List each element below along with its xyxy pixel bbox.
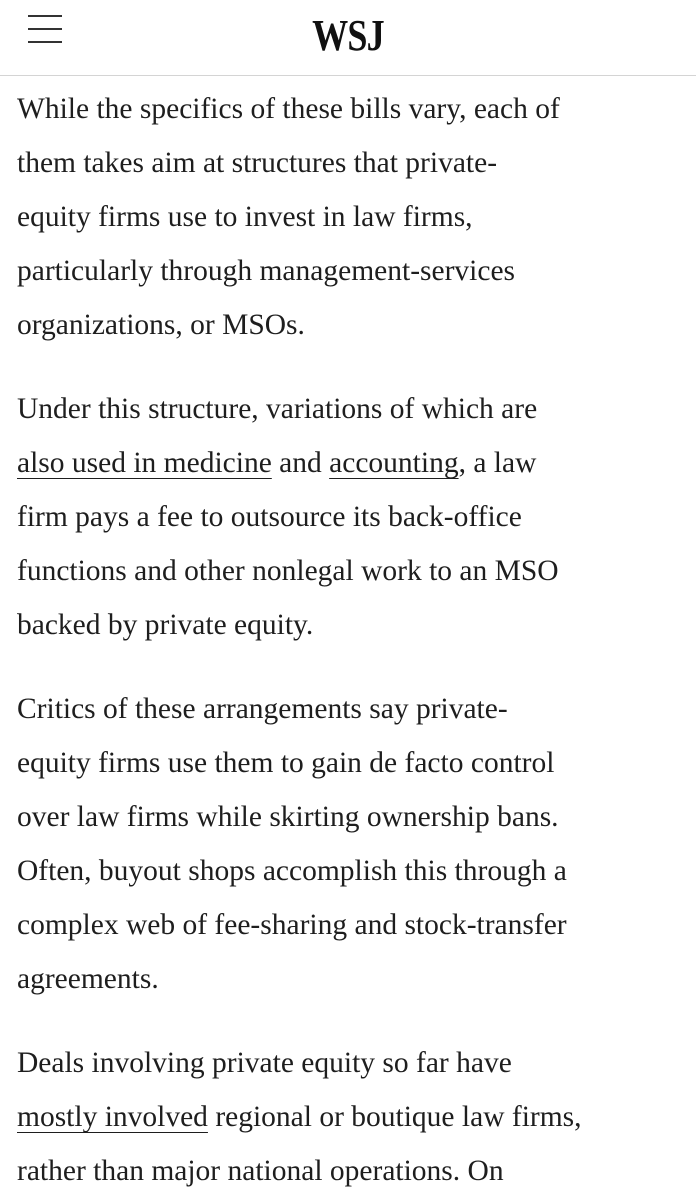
text-line: agreements.	[17, 963, 159, 995]
text-fragment: , a law	[458, 447, 537, 479]
article-paragraph	[17, 682, 689, 1006]
text-line: firm pays a fee to outsource its back-office	[17, 501, 522, 533]
article-paragraph	[17, 382, 689, 652]
text-line: Often, buyout shops accomplish this through a	[17, 855, 567, 887]
link-accounting[interactable]: accounting	[329, 447, 459, 479]
link-mostly-involved[interactable]: mostly involved	[17, 1101, 208, 1133]
text-line: complex web of fee-sharing and stock-transfer	[17, 909, 567, 941]
menu-line	[28, 41, 62, 43]
text-fragment: regional or boutique law firms,	[207, 1101, 582, 1133]
text-fragment: and	[271, 447, 330, 479]
text-line: organizations, or MSOs.	[17, 309, 305, 341]
text-line	[17, 436, 689, 490]
text-line: particularly through management-services	[17, 255, 516, 287]
top-header	[0, 0, 696, 76]
article-paragraph	[17, 82, 689, 352]
wsj-logo[interactable]: WSJ	[312, 11, 384, 60]
menu-line	[28, 28, 62, 30]
text-line: over law firms while skirting ownership bans.	[17, 801, 559, 833]
menu-line	[28, 15, 62, 17]
article-paragraph	[17, 1036, 689, 1198]
link-medicine[interactable]: also used in medicine	[17, 447, 272, 479]
text-line: While the specifics of these bills vary, each of	[17, 93, 560, 125]
text-line: Under this structure, variations of which are	[17, 393, 538, 425]
article-body	[17, 82, 689, 1199]
text-line: Deals involving private equity so far have	[17, 1047, 512, 1079]
text-line: rather than major national operations. On	[17, 1155, 504, 1187]
text-line: Critics of these arrangements say private-	[17, 693, 508, 725]
text-line: equity firms use them to gain de facto control	[17, 747, 555, 779]
text-line: equity firms use to invest in law firms,	[17, 201, 473, 233]
text-line: functions and other nonlegal work to an MSO	[17, 555, 559, 587]
text-line: them takes aim at structures that private-	[17, 147, 498, 179]
hamburger-menu-icon[interactable]	[26, 12, 64, 46]
text-line	[17, 1090, 689, 1144]
text-line: backed by private equity.	[17, 609, 314, 641]
